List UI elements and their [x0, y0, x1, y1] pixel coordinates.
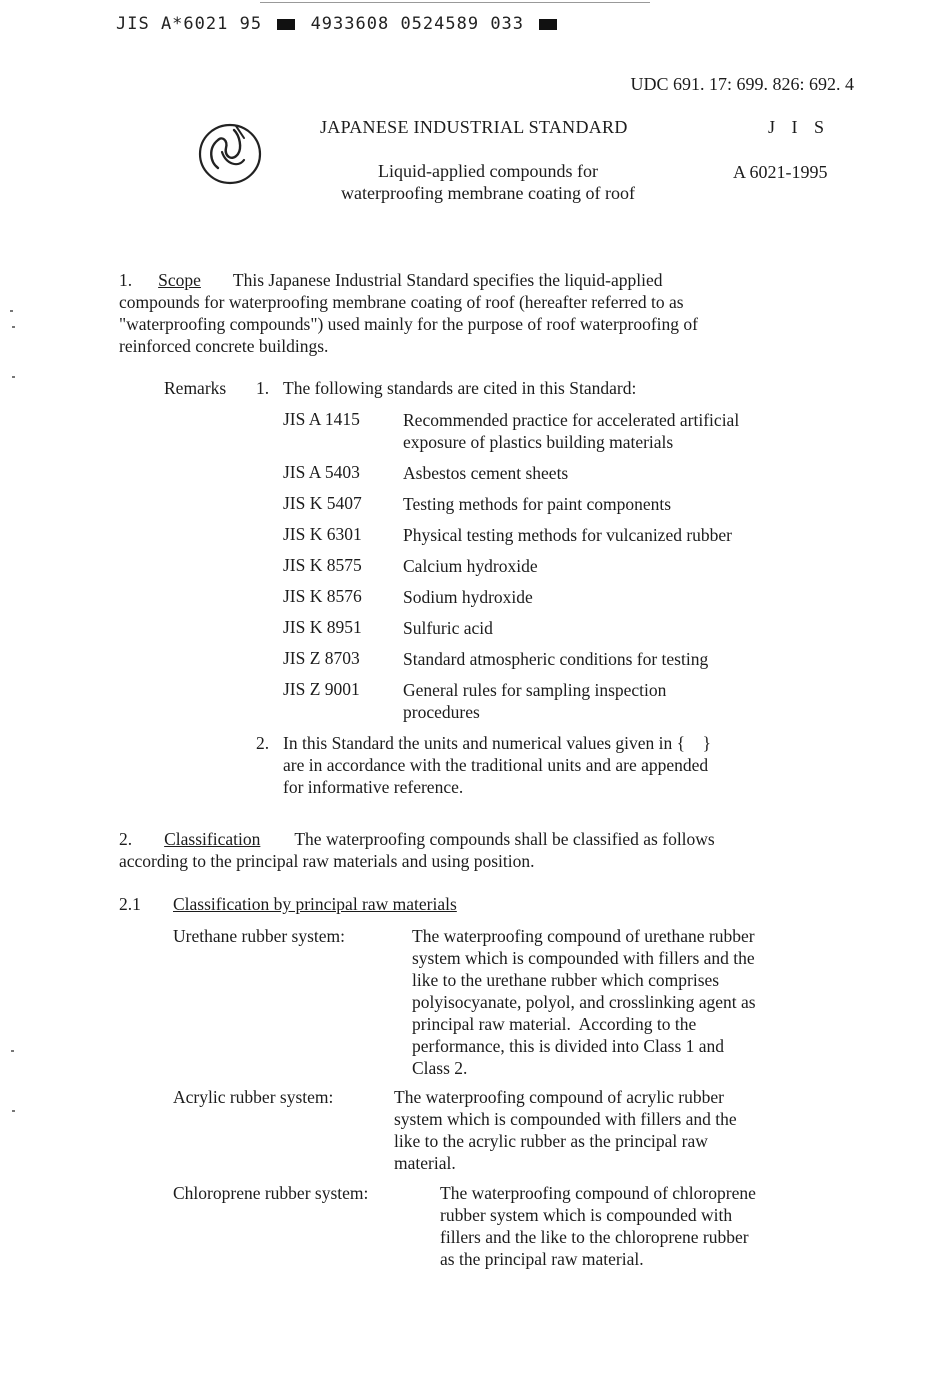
scope-line: This Japanese Industrial Standard specifies the liquid-applied [232, 270, 663, 290]
cited-code: JIS K 8951 [283, 617, 362, 637]
cited-title-line: Recommended practice for accelerated artificial [403, 410, 740, 430]
definition-line: Class 2. [412, 1058, 468, 1078]
cited-standard-row [283, 648, 843, 679]
cited-title: Sulfuric acid [403, 618, 493, 638]
top-rule [260, 2, 650, 3]
definition-line: polyisocyanate, polyol, and crosslinking agent as [412, 992, 756, 1012]
cited-title [403, 679, 666, 732]
cited-code: JIS K 8576 [283, 586, 362, 606]
system-definition-chloroprene [440, 1182, 860, 1270]
remarks-item-2-number: 2. [256, 733, 270, 753]
remarks-item-2-line: for informative reference. [283, 777, 464, 797]
cited-code: JIS K 5407 [283, 493, 362, 513]
definition-line: performance, this is divided into Class 1 and [412, 1036, 725, 1056]
subsection-number: 2.1 [119, 894, 141, 914]
cited-standard-row [283, 679, 843, 732]
system-term-urethane: Urethane rubber system: [173, 926, 346, 946]
cited-code: JIS K 6301 [283, 524, 362, 544]
title-line-2: waterproofing membrane coating of roof [341, 183, 635, 203]
scope-line: "waterproofing compounds") used mainly for the purpose of roof waterproofing of [119, 314, 698, 334]
title-line-1: Liquid-applied compounds for [378, 161, 598, 181]
cited-title [403, 409, 739, 462]
catalog-code-text: JIS A*6021 95 [116, 14, 263, 34]
remarks-item-2-text [283, 732, 853, 798]
document-title [305, 160, 671, 204]
cited-standard-row [283, 555, 843, 586]
system-term-chloroprene: Chloroprene rubber system: [173, 1183, 369, 1203]
remarks-label: Remarks [164, 378, 227, 398]
cited-standard-row [283, 524, 843, 555]
scan-speck [10, 310, 13, 312]
scope-line: compounds for waterproofing membrane coating of roof (hereafter referred to as [119, 292, 684, 312]
cited-title: Calcium hydroxide [403, 556, 538, 576]
classification-heading: Classification [164, 829, 261, 849]
definition-line: like to the urethane rubber which comprises [412, 970, 720, 990]
classification-section [119, 828, 859, 872]
cited-code: JIS Z 8703 [283, 648, 360, 668]
system-term-acrylic: Acrylic rubber system: [173, 1087, 334, 1107]
scope-number: 1. [119, 270, 133, 290]
definition-line: The waterproofing compound of acrylic rubber [394, 1087, 724, 1107]
cited-standard-row [283, 409, 843, 462]
remarks-item-2-line: are in accordance with the traditional units and are appended [283, 755, 709, 775]
cited-title: Asbestos cement sheets [403, 463, 569, 483]
classification-line: The waterproofing compounds shall be classified as follows [294, 829, 715, 849]
definition-line: The waterproofing compound of urethane rubber [412, 926, 755, 946]
cited-title-line: procedures [403, 702, 480, 722]
classification-number: 2. [119, 829, 133, 849]
definition-line: material. [394, 1153, 456, 1173]
definition-line: as the principal raw material. [440, 1249, 644, 1269]
definition-line: principal raw material. According to the [412, 1014, 697, 1034]
cited-standard-row [283, 617, 843, 648]
cited-title-line: General rules for sampling inspection [403, 680, 667, 700]
cited-code: JIS A 5403 [283, 462, 360, 482]
definition-line: like to the acrylic rubber as the principal raw [394, 1131, 708, 1151]
scan-speck [12, 376, 15, 378]
scan-speck [12, 1110, 15, 1112]
standard-body: JAPANESE INDUSTRIAL STANDARD [320, 117, 628, 137]
cited-standard-row [283, 462, 843, 493]
definition-line: system which is compounded with fillers and the [412, 948, 755, 968]
definition-line: fillers and the like to the chloroprene rubber [440, 1227, 749, 1247]
cited-title: Standard atmospheric conditions for testing [403, 649, 709, 669]
cited-title: Testing methods for paint components [403, 494, 672, 514]
cited-standards-list [283, 409, 843, 732]
cited-standard-row [283, 586, 843, 617]
system-definition-acrylic [394, 1086, 854, 1174]
redaction-block [277, 19, 295, 30]
jis-mark: J I S [768, 117, 831, 137]
cited-title: Sodium hydroxide [403, 587, 533, 607]
system-definition-urethane [412, 925, 857, 1079]
udc-number: UDC 691. 17: 699. 826: 692. 4 [630, 74, 854, 94]
catalog-code [116, 14, 561, 34]
cited-title: Physical testing methods for vulcanized rubber [403, 525, 733, 545]
definition-line: The waterproofing compound of chloroprene [440, 1183, 756, 1203]
remarks-item-1-number: 1. [256, 378, 270, 398]
definition-line: system which is compounded with fillers and the [394, 1109, 737, 1129]
remarks-item-2-line: In this Standard the units and numerical values given in { } [283, 733, 711, 753]
scope-heading: Scope [158, 270, 201, 290]
classification-line: according to the principal raw materials and using position. [119, 851, 535, 871]
scan-speck [12, 326, 15, 328]
scope-line: reinforced concrete buildings. [119, 336, 329, 356]
cited-code: JIS A 1415 [283, 409, 360, 429]
redaction-block [539, 19, 557, 30]
scope-section [119, 269, 859, 357]
catalog-digits: 4933608 0524589 033 [310, 14, 525, 34]
cited-code: JIS K 8575 [283, 555, 362, 575]
definition-line: rubber system which is compounded with [440, 1205, 733, 1225]
jis-logo-icon [196, 118, 264, 186]
standard-number: A 6021-1995 [733, 162, 828, 182]
cited-title-line: exposure of plastics building materials [403, 432, 674, 452]
cited-standard-row [283, 493, 843, 524]
remarks-item-1-text: The following standards are cited in this Standard: [283, 378, 637, 398]
scan-speck [11, 1050, 14, 1052]
subsection-heading: Classification by principal raw materials [173, 894, 457, 914]
cited-code: JIS Z 9001 [283, 679, 360, 699]
